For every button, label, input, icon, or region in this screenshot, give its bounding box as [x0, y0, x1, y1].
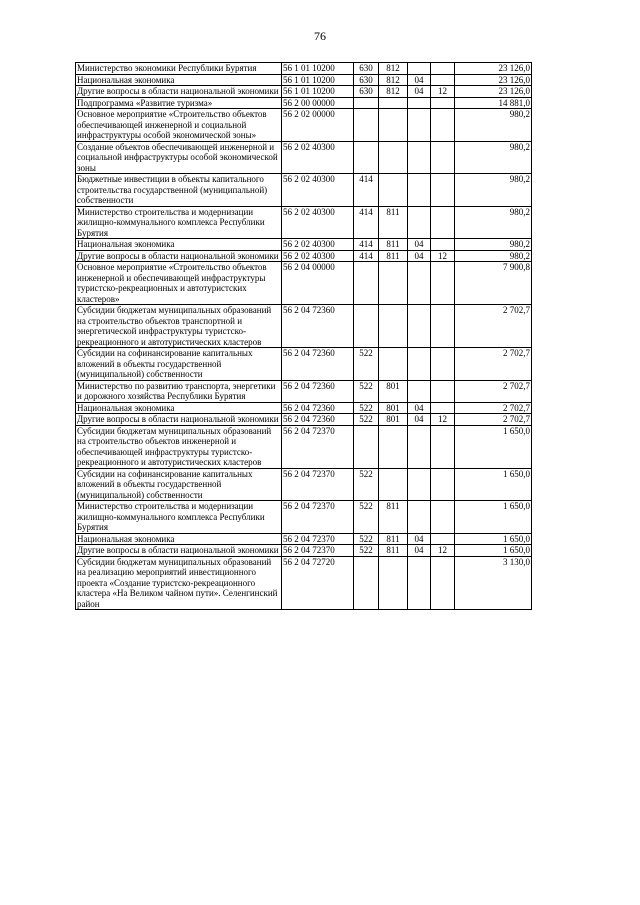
- row-amount-cell: 980,2: [455, 109, 532, 142]
- row-section-cell: 04: [408, 533, 431, 545]
- table-row: [76, 380, 532, 402]
- table-row: [76, 402, 532, 414]
- row-department-cell: [379, 262, 408, 305]
- row-amount-cell: 1 650,0: [455, 468, 532, 501]
- table-row: [76, 414, 532, 426]
- row-name-cell: Национальная экономика: [76, 74, 282, 86]
- row-expense-type-cell: 630: [354, 86, 379, 98]
- row-name-cell: Субсидии на софинансирование капитальных вложений в объекты государственной (муниципальной) собственности: [76, 468, 282, 501]
- table-row: [76, 468, 532, 501]
- row-subsection-cell: [431, 239, 455, 251]
- row-name-cell: Национальная экономика: [76, 533, 282, 545]
- row-expense-type-cell: 522: [354, 414, 379, 426]
- row-expense-type-cell: 522: [354, 501, 379, 534]
- row-amount-cell: 1 650,0: [455, 501, 532, 534]
- row-code-cell: 56 2 04 72360: [282, 380, 354, 402]
- row-subsection-cell: [431, 402, 455, 414]
- row-amount-cell: 1 650,0: [455, 545, 532, 557]
- table-row: [76, 109, 532, 142]
- row-section-cell: 04: [408, 402, 431, 414]
- row-section-cell: [408, 141, 431, 174]
- row-department-cell: [379, 468, 408, 501]
- row-subsection-cell: 12: [431, 250, 455, 262]
- row-expense-type-cell: 630: [354, 74, 379, 86]
- row-amount-cell: 980,2: [455, 206, 532, 239]
- row-amount-cell: 2 702,7: [455, 414, 532, 426]
- row-department-cell: 801: [379, 414, 408, 426]
- row-subsection-cell: [431, 109, 455, 142]
- row-expense-type-cell: 414: [354, 239, 379, 251]
- row-amount-cell: 3 130,0: [455, 556, 532, 610]
- row-section-cell: [408, 174, 431, 207]
- row-department-cell: 811: [379, 239, 408, 251]
- row-department-cell: 811: [379, 206, 408, 239]
- row-department-cell: [379, 109, 408, 142]
- row-subsection-cell: [431, 63, 455, 75]
- row-code-cell: 56 2 00 00000: [282, 97, 354, 109]
- row-name-cell: Национальная экономика: [76, 402, 282, 414]
- row-amount-cell: 23 126,0: [455, 63, 532, 75]
- row-section-cell: 04: [408, 545, 431, 557]
- row-name-cell: Министерство строительства и модернизации жилищно-коммунального комплекса Республики Бурятия: [76, 501, 282, 534]
- row-subsection-cell: [431, 468, 455, 501]
- row-department-cell: 812: [379, 74, 408, 86]
- row-expense-type-cell: 522: [354, 402, 379, 414]
- table-row: [76, 206, 532, 239]
- table-row: [76, 63, 532, 75]
- row-name-cell: Бюджетные инвестиции в объекты капитального строительства государственной (муниципальной) собственности: [76, 174, 282, 207]
- row-name-cell: Основное мероприятие «Строительство объектов инженерной и обеспечивающей инфраструктуры туристско-рекреационных и автотуристских кластеров»: [76, 262, 282, 305]
- table-row: [76, 533, 532, 545]
- row-subsection-cell: [431, 556, 455, 610]
- row-expense-type-cell: 522: [354, 545, 379, 557]
- row-amount-cell: 980,2: [455, 250, 532, 262]
- row-code-cell: 56 1 01 10200: [282, 74, 354, 86]
- table-row: [76, 305, 532, 348]
- row-department-cell: 811: [379, 533, 408, 545]
- row-amount-cell: 2 702,7: [455, 402, 532, 414]
- row-amount-cell: 23 126,0: [455, 74, 532, 86]
- table-row: [76, 250, 532, 262]
- row-expense-type-cell: 522: [354, 348, 379, 381]
- row-section-cell: [408, 380, 431, 402]
- row-subsection-cell: [431, 533, 455, 545]
- row-amount-cell: 1 650,0: [455, 425, 532, 468]
- row-expense-type-cell: [354, 262, 379, 305]
- row-expense-type-cell: [354, 109, 379, 142]
- row-expense-type-cell: [354, 97, 379, 109]
- row-code-cell: 56 2 04 72370: [282, 468, 354, 501]
- row-subsection-cell: [431, 425, 455, 468]
- table-body: [76, 63, 532, 610]
- row-name-cell: Министерство строительства и модернизации жилищно-коммунального комплекса Республики Бурятия: [76, 206, 282, 239]
- row-subsection-cell: [431, 305, 455, 348]
- row-name-cell: Другие вопросы в области национальной экономики: [76, 250, 282, 262]
- row-code-cell: 56 2 04 72370: [282, 425, 354, 468]
- row-name-cell: Министерство экономики Республики Бурятия: [76, 63, 282, 75]
- row-name-cell: Субсидии бюджетам муниципальных образований на строительство объектов транспортной и энергетической инфраструктуры туристско-рекреационного и автотуристических кластеров: [76, 305, 282, 348]
- row-expense-type-cell: [354, 305, 379, 348]
- row-department-cell: [379, 97, 408, 109]
- row-code-cell: 56 2 04 72370: [282, 533, 354, 545]
- row-subsection-cell: [431, 174, 455, 207]
- row-subsection-cell: 12: [431, 545, 455, 557]
- row-code-cell: 56 2 04 72720: [282, 556, 354, 610]
- row-subsection-cell: [431, 74, 455, 86]
- row-section-cell: [408, 97, 431, 109]
- row-expense-type-cell: [354, 556, 379, 610]
- row-subsection-cell: [431, 501, 455, 534]
- row-section-cell: [408, 425, 431, 468]
- row-amount-cell: 980,2: [455, 239, 532, 251]
- row-name-cell: Министерство по развитию транспорта, энергетики и дорожного хозяйства Республики Бурятия: [76, 380, 282, 402]
- row-code-cell: 56 2 02 40300: [282, 239, 354, 251]
- row-amount-cell: 2 702,7: [455, 380, 532, 402]
- row-department-cell: 812: [379, 63, 408, 75]
- row-amount-cell: 2 702,7: [455, 305, 532, 348]
- row-subsection-cell: [431, 97, 455, 109]
- row-department-cell: 811: [379, 501, 408, 534]
- table-row: [76, 74, 532, 86]
- row-amount-cell: 2 702,7: [455, 348, 532, 381]
- row-name-cell: Другие вопросы в области национальной экономики: [76, 414, 282, 426]
- row-expense-type-cell: [354, 141, 379, 174]
- row-section-cell: [408, 305, 431, 348]
- row-amount-cell: 7 900,8: [455, 262, 532, 305]
- row-code-cell: 56 1 01 10200: [282, 86, 354, 98]
- row-subsection-cell: 12: [431, 86, 455, 98]
- table-row: [76, 141, 532, 174]
- row-section-cell: [408, 206, 431, 239]
- row-code-cell: 56 2 04 72360: [282, 348, 354, 381]
- row-amount-cell: 1 650,0: [455, 533, 532, 545]
- row-subsection-cell: [431, 262, 455, 305]
- row-section-cell: 04: [408, 74, 431, 86]
- row-code-cell: 56 2 02 40300: [282, 174, 354, 207]
- row-amount-cell: 23 126,0: [455, 86, 532, 98]
- table-row: [76, 262, 532, 305]
- row-expense-type-cell: 522: [354, 533, 379, 545]
- row-section-cell: 04: [408, 250, 431, 262]
- row-subsection-cell: 12: [431, 414, 455, 426]
- row-department-cell: [379, 174, 408, 207]
- row-expense-type-cell: [354, 425, 379, 468]
- row-subsection-cell: [431, 380, 455, 402]
- row-name-cell: Субсидии бюджетам муниципальных образований на строительство объектов инженерной и обеспечивающей инфраструктуры туристско-рекреационного и автотуристических кластеров: [76, 425, 282, 468]
- table-row: [76, 425, 532, 468]
- row-section-cell: 04: [408, 414, 431, 426]
- row-department-cell: 801: [379, 380, 408, 402]
- table-row: [76, 501, 532, 534]
- row-name-cell: Создание объектов обеспечивающей инженерной и социальной инфраструктуры особой экономической зоны: [76, 141, 282, 174]
- row-expense-type-cell: 630: [354, 63, 379, 75]
- row-code-cell: 56 2 04 72360: [282, 414, 354, 426]
- row-code-cell: 56 2 02 40300: [282, 206, 354, 239]
- row-name-cell: Национальная экономика: [76, 239, 282, 251]
- row-code-cell: 56 2 04 72360: [282, 402, 354, 414]
- row-name-cell: Другие вопросы в области национальной экономики: [76, 86, 282, 98]
- row-subsection-cell: [431, 141, 455, 174]
- table-row: [76, 86, 532, 98]
- row-code-cell: 56 2 04 72370: [282, 545, 354, 557]
- row-section-cell: [408, 348, 431, 381]
- table-row: [76, 174, 532, 207]
- row-code-cell: 56 2 02 40300: [282, 141, 354, 174]
- table-row: [76, 348, 532, 381]
- row-section-cell: 04: [408, 86, 431, 98]
- row-name-cell: Другие вопросы в области национальной экономики: [76, 545, 282, 557]
- row-amount-cell: 14 881,0: [455, 97, 532, 109]
- page-number: 76: [314, 29, 326, 43]
- budget-table: [75, 62, 532, 610]
- row-code-cell: 56 2 04 72360: [282, 305, 354, 348]
- row-code-cell: 56 2 04 72370: [282, 501, 354, 534]
- row-code-cell: 56 2 02 40300: [282, 250, 354, 262]
- row-section-cell: 04: [408, 239, 431, 251]
- row-section-cell: [408, 468, 431, 501]
- row-section-cell: [408, 262, 431, 305]
- row-expense-type-cell: 414: [354, 250, 379, 262]
- row-section-cell: [408, 63, 431, 75]
- table-row: [76, 556, 532, 610]
- row-subsection-cell: [431, 348, 455, 381]
- table-row: [76, 239, 532, 251]
- row-section-cell: [408, 501, 431, 534]
- table-row: [76, 545, 532, 557]
- row-department-cell: [379, 348, 408, 381]
- row-code-cell: 56 1 01 10200: [282, 63, 354, 75]
- row-name-cell: Субсидии бюджетам муниципальных образований на реализацию мероприятий инвестиционного проекта «Создание туристско-рекреационного кластера «На Великом чайном пути». Селенгинский район: [76, 556, 282, 610]
- row-department-cell: 811: [379, 250, 408, 262]
- row-amount-cell: 980,2: [455, 174, 532, 207]
- row-section-cell: [408, 556, 431, 610]
- row-code-cell: 56 2 02 00000: [282, 109, 354, 142]
- row-expense-type-cell: 414: [354, 206, 379, 239]
- row-amount-cell: 980,2: [455, 141, 532, 174]
- row-department-cell: 801: [379, 402, 408, 414]
- row-expense-type-cell: 522: [354, 380, 379, 402]
- row-name-cell: Подпрограмма «Развитие туризма»: [76, 97, 282, 109]
- row-code-cell: 56 2 04 00000: [282, 262, 354, 305]
- table-row: [76, 97, 532, 109]
- row-department-cell: 812: [379, 86, 408, 98]
- row-department-cell: [379, 556, 408, 610]
- row-subsection-cell: [431, 206, 455, 239]
- row-name-cell: Субсидии на софинансирование капитальных вложений в объекты государственной (муниципальной) собственности: [76, 348, 282, 381]
- row-department-cell: 811: [379, 545, 408, 557]
- row-expense-type-cell: 522: [354, 468, 379, 501]
- row-department-cell: [379, 305, 408, 348]
- row-department-cell: [379, 141, 408, 174]
- row-name-cell: Основное мероприятие «Строительство объектов обеспечивающей инженерной и социальной инфраструктуры особой экономической зоны»: [76, 109, 282, 142]
- row-department-cell: [379, 425, 408, 468]
- row-expense-type-cell: 414: [354, 174, 379, 207]
- row-section-cell: [408, 109, 431, 142]
